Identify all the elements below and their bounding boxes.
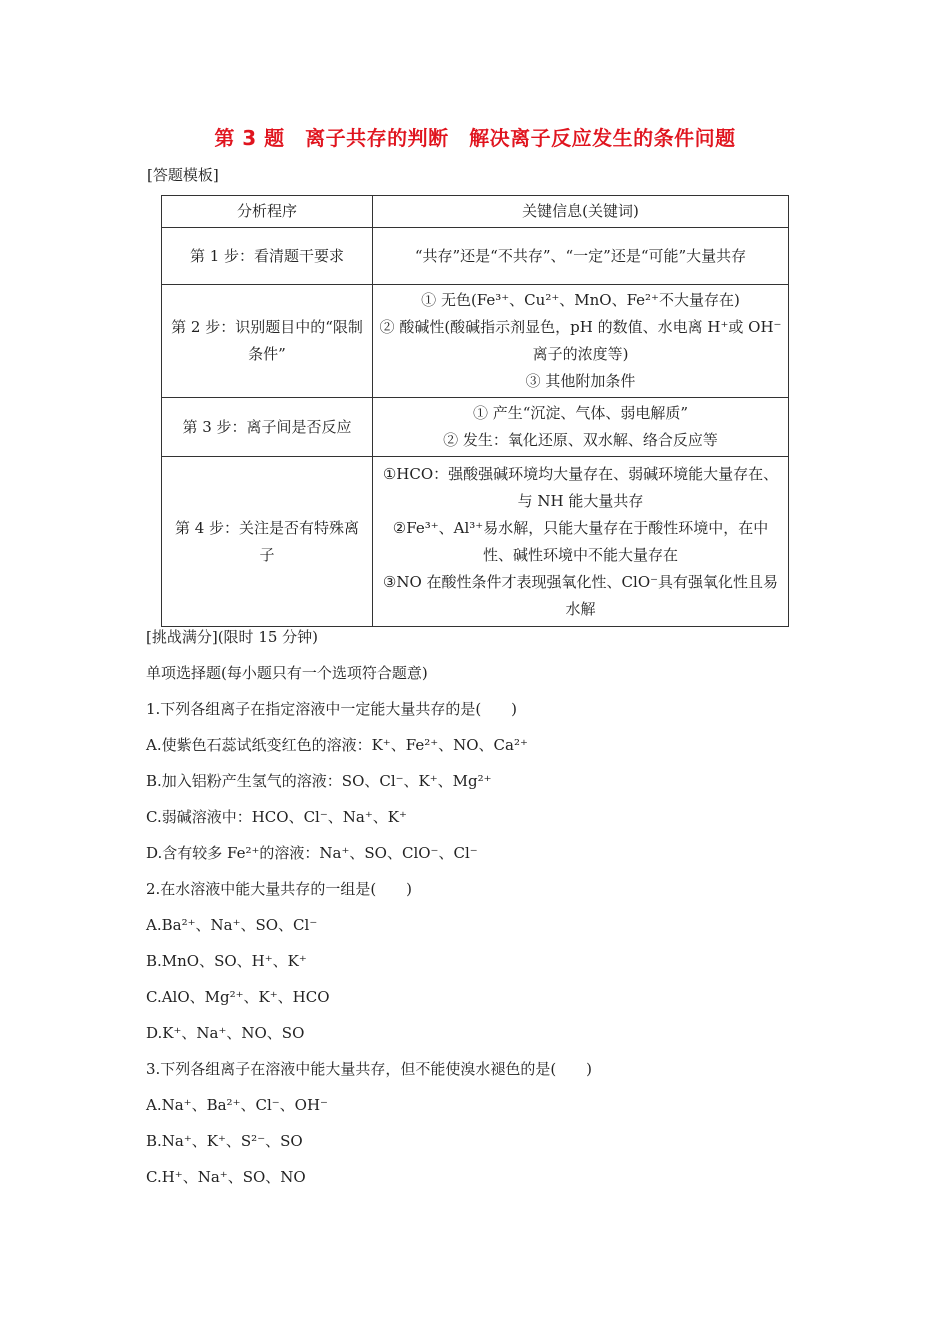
info-line: ①HCO：强酸强碱环境均大量存在、弱碱环境能大量存在、与 NH 能大量共存	[382, 464, 779, 510]
table-row	[162, 457, 789, 627]
info-line: ② 发生：氧化还原、双水解、络合反应等	[443, 431, 718, 449]
info-cell	[373, 228, 789, 285]
template-label: [答题模板]	[147, 166, 219, 184]
info-line: “共存”还是“不共存”、“一定”还是“可能”大量共存	[414, 246, 747, 265]
question-option: A.Na⁺、Ba²⁺、Cl⁻、OH⁻	[146, 1096, 328, 1114]
question-stem: 1.下列各组离子在指定溶液中一定能大量共存的是( )	[146, 700, 518, 718]
info-cell	[373, 285, 789, 398]
question-option: C.弱碱溶液中：HCO、Cl⁻、Na⁺、K⁺	[146, 808, 407, 826]
question-stem: 2.在水溶液中能大量共存的一组是( )	[146, 880, 413, 898]
question-stem: 3.下列各组离子在溶液中能大量共存，但不能使溴水褪色的是( )	[146, 1060, 593, 1078]
table-row	[162, 398, 789, 457]
info-cell	[373, 457, 789, 627]
header-key-info: 关键信息(关键词)	[373, 196, 789, 228]
question-option: A.使紫色石蕊试纸变红色的溶液：K⁺、Fe²⁺、NO、Ca²⁺	[146, 736, 528, 754]
answer-template-table	[161, 195, 789, 627]
info-line: ① 产生“沉淀、气体、弱电解质”	[472, 404, 689, 422]
info-line: ②Fe³⁺、Al³⁺易水解，只能大量存在于酸性环境中，在中性、碱性环境中不能大量存在	[392, 518, 769, 564]
question-option: D.K⁺、Na⁺、NO、SO	[146, 1024, 305, 1042]
info-cell	[373, 398, 789, 457]
question-option: B.Na⁺、K⁺、S²⁻、SO	[146, 1132, 303, 1150]
table-row	[162, 285, 789, 398]
step-cell: 第 3 步：离子间是否反应	[162, 398, 373, 457]
info-line: ① 无色(Fe³⁺、Cu²⁺、MnO、Fe²⁺不大量存在)	[421, 291, 740, 309]
step-cell: 第 4 步：关注是否有特殊离子	[162, 457, 373, 627]
question-option: A.Ba²⁺、Na⁺、SO、Cl⁻	[146, 916, 318, 934]
table-row	[162, 228, 789, 285]
question-option: C.H⁺、Na⁺、SO、NO	[146, 1168, 306, 1186]
step-cell: 第 2 步：识别题目中的“限制条件”	[162, 285, 373, 398]
info-line: ③NO 在酸性条件才表现强氧化性、ClO⁻具有强氧化性且易水解	[382, 572, 779, 618]
section-heading: 单项选择题(每小题只有一个选项符合题意)	[146, 664, 428, 682]
question-option: B.加入铝粉产生氢气的溶液：SO、Cl⁻、K⁺、Mg²⁺	[146, 772, 492, 790]
info-line: ② 酸碱性(酸碱指示剂显色，pH 的数值、水电离 H⁺或 OH⁻离子的浓度等)	[379, 318, 782, 363]
step-cell: 第 1 步：看清题干要求	[162, 228, 373, 285]
header-procedure: 分析程序	[162, 196, 373, 228]
info-line: ③ 其他附加条件	[525, 372, 636, 390]
page-title: 第 3 题 离子共存的判断 解决离子反应发生的条件问题	[214, 126, 736, 150]
question-option: C.AlO、Mg²⁺、K⁺、HCO	[146, 988, 330, 1006]
question-option: B.MnO、SO、H⁺、K⁺	[146, 952, 307, 970]
question-option: D.含有较多 Fe²⁺的溶液：Na⁺、SO、ClO⁻、Cl⁻	[146, 844, 478, 862]
table-header-row	[162, 196, 789, 228]
challenge-label: [挑战满分](限时 15 分钟)	[146, 628, 319, 646]
